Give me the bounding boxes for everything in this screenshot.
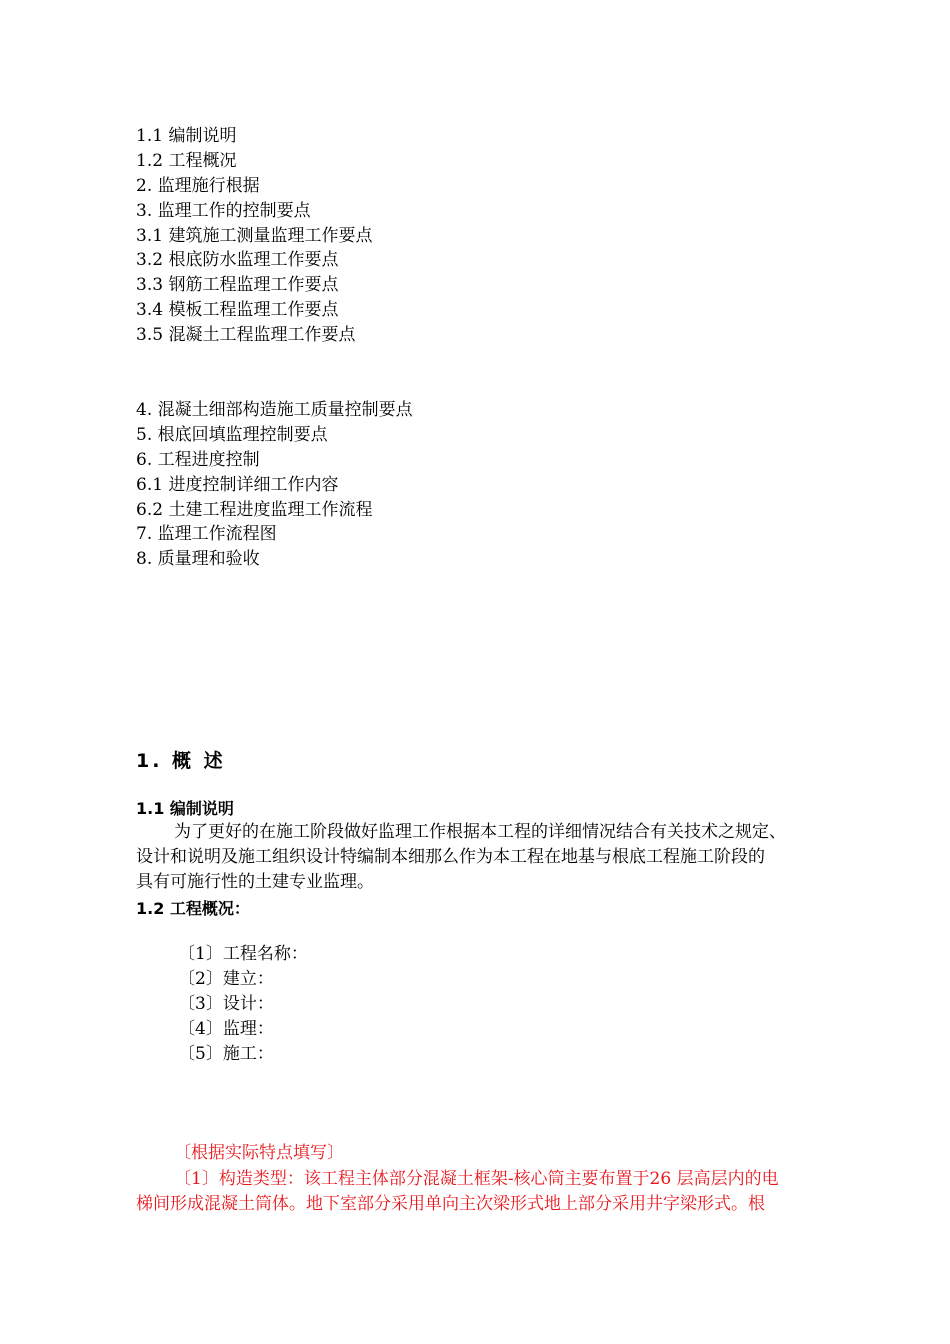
toc-item: 3.1 建筑施工测量监理工作要点: [136, 225, 373, 246]
toc-item: 7. 监理工作流程图: [136, 524, 277, 545]
fill-in-note: 〔根据实际特点填写〕: [174, 1143, 344, 1163]
structure-type-line: 梯间形成混凝土筒体。地下室部分采用单向主次梁形式地上部分采用井字梁形式。根: [136, 1194, 765, 1214]
toc-item: 2. 监理施行根据: [136, 175, 260, 196]
paragraph-line: 为了更好的在施工阶段做好监理工作根据本工程的详细情况结合有关技术之规定、: [174, 822, 786, 842]
toc-item: 1.2 工程概况: [136, 150, 237, 171]
section-heading-overview: 1. 概 述: [136, 750, 226, 772]
toc-item: 3. 监理工作的控制要点: [136, 200, 311, 221]
subsection-heading-preparation: 1.1 编制说明: [136, 799, 234, 818]
paragraph-line: 具有可施行性的土建专业监理。: [136, 872, 374, 892]
toc-item: 6.2 土建工程进度监理工作流程: [136, 499, 373, 520]
subsection-heading-project-overview: 1.2 工程概况：: [136, 899, 250, 918]
toc-item: 6.1 进度控制详细工作内容: [136, 474, 339, 495]
project-info-list: [178, 942, 308, 1067]
project-info-item: 〔4〕监理：: [178, 1019, 274, 1039]
table-of-contents: [136, 124, 836, 572]
toc-item: 1.1 编制说明: [136, 126, 237, 146]
toc-item: 8. 质量理和验收: [136, 549, 260, 570]
toc-item: 3.2 根底防水监理工作要点: [136, 250, 339, 271]
preparation-paragraph: [136, 820, 856, 895]
structure-type-line: 〔1〕构造类型：该工程主体部分混凝土框架-核心筒主要布置于26 层高层内的电: [174, 1168, 779, 1189]
toc-spacer: [136, 348, 836, 398]
toc-item: 4. 混凝土细部构造施工质量控制要点: [136, 400, 413, 421]
toc-item: 3.5 混凝土工程监理工作要点: [136, 325, 356, 346]
toc-item: 6. 工程进度控制: [136, 449, 260, 470]
paragraph-line: 设计和说明及施工组织设计特编制本细那么作为本工程在地基与根底工程施工阶段的: [136, 847, 765, 867]
project-info-item: 〔3〕设计：: [178, 994, 274, 1014]
fill-in-note-block: [136, 1141, 856, 1218]
toc-item: 3.4 模板工程监理工作要点: [136, 300, 339, 321]
toc-item: 5. 根底回填监理控制要点: [136, 424, 328, 445]
project-info-item: 〔5〕施工：: [178, 1044, 274, 1064]
toc-item: 3.3 钢筋工程监理工作要点: [136, 275, 339, 296]
project-info-item: 〔1〕工程名称：: [178, 944, 308, 964]
project-info-item: 〔2〕建立：: [178, 969, 274, 989]
